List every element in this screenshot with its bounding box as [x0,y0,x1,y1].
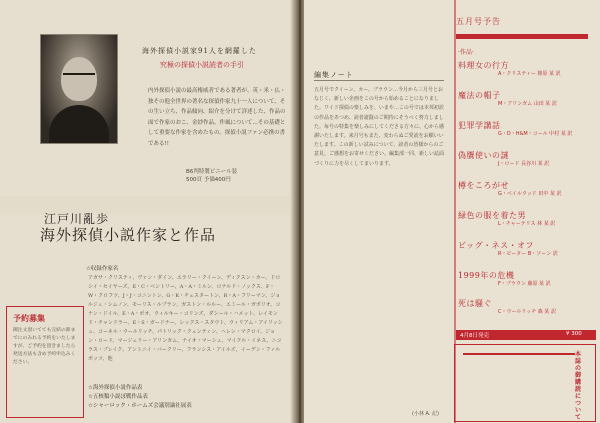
preview-item [458,120,594,138]
preview-item [458,90,594,108]
left-page [0,0,296,423]
preview-item-author: G・D・H&M・コール 中村 某 訳 [498,131,573,137]
ad-intro-text: 内外探偵小説の最高権威者である著者が、英・米・仏・独その他全世界の著名な探偵作家九十一人について、その生い立ち、作品傾向、紹介を分けて詳述した、作品の面で作家のおこ、金紗作品、作風について…その基礎として重要な作家を含めたもの。探偵小説ファン必携の書である!! [148,88,286,147]
release-date: 4月8日発売 [460,333,489,339]
preorder-text: 御注文頂いてても完結の節までにのみれる予約をいたしますが、ご予約を頂きましたら発送方法も含め予約申込みください。 [13,328,76,365]
works-label: ·作品· [458,49,474,56]
editor-note-text: 五月号でクイーン、カー、ブラウン…今月から三月号とおなじく、新しい企画をこの号から始めることになりました。ワイド探偵の楽しみを、いまや…この号では本邦初訳の作品をあつめ、読者諸賢のご期待にそうべく努力しました。毎号の特集を楽しみにしてくださる方々に、心から感謝いたします。来月号もまた、変わらぬご愛読をお願いいたします。この新しい試みについて、読者の皆様からのご意見、ご感想をお寄せください。編集部一同、新しい誌面づくりに力を尽くしてまいります。 [314,87,445,167]
book-title: 海外探偵小説作家と作品 [40,226,217,244]
bullet-item: ☆シャーロック・ホームズ会議別論社展表 [88,403,192,409]
preview-item [458,180,594,198]
issue-price: ¥ 300 [566,331,582,337]
preview-rule [456,34,588,39]
subscription-notice [454,344,596,422]
preview-item-title: 樽をころがせ [458,181,509,190]
preview-item-title: 死は騒ぐ [458,299,492,308]
preview-item-author: L・チャーテリス 林 某 訳 [498,221,556,227]
preview-item-author: R・ピーター B・ソーン 訳 [498,251,558,257]
preview-item-author: G・ベイルウッド 田中 某 訳 [498,191,562,197]
preorder-heading: 予約募集 [13,314,45,323]
release-bar [456,330,596,340]
preview-item-author: J・ロード 長谷川 某 訳 [498,161,550,167]
preview-item [458,150,594,168]
preview-item-title: 1999年の危機 [458,271,515,280]
preview-item [458,240,594,258]
ad-subheading: 究極の探偵小説読者の手引 [160,61,244,69]
editor-note-signature: (小林 A. 記) [412,411,440,417]
authors-heading: ☆収録作家名 [86,266,119,272]
contents-bullets [88,384,192,411]
right-page [304,0,600,423]
spec-pages-price: 500頁 予価400円 [186,177,231,183]
spec-binding: B6判特製ビニール装 [186,169,238,175]
preview-title: 五月号予告 [456,17,501,26]
notice-rule [463,353,575,355]
bullet-item: ☆海外探偵小説作品表 [88,385,143,391]
preorder-box [6,306,84,418]
preview-item-title: 犯罪学講話 [458,121,501,130]
author-portrait [40,34,118,144]
preview-item-title: 魔法の帽子 [458,91,501,100]
preview-item-title: 偽贋使いの謎 [458,151,509,160]
preview-item-title: 緑色の服を着た男 [458,211,526,220]
authors-list: アガサ・クリスティ、ヴァン・ダイン、エラリー・クイーン、ディクスン・カー、ドロシイ・セイヤーズ、E・C・ベントリー、A・A・ミルン、ロナルド・ノックス、F・W・クロフツ、J・J・コニントン、G・K・チェスタートン、R・A・フリーマン、ジョルジュ・シムノン、モーリス・ルブラン、ガストン・ルルー、エミール・ガボリオ、コナン・ドイル、E・A・ポオ、ウィルキー・コリンズ、ダシール・ハメット、レイモンド・チャンドラー、E・S・ガードナー、レックス・スタウト、ウィリアム・アイリッシュ、コーネル・ウールリッチ、パトリック・クェンティン、ヘレン・マクロイ、ジョン・ロード、マージェリー・アリンガム、ナイオ・マーシュ、マイクル・イネス、ニコラス・ブレイク、アントニイ・バークリー、フランシス・アイルズ、イーデン・フィルポッツ、他 [88,275,283,362]
book-spec [186,168,237,184]
notice-title: 本誌の御購読について [575,351,582,421]
bullet-item: ☆五核類小説ぼ戦作品表 [88,394,148,400]
preview-item [458,210,594,228]
editor-note-rule [314,80,444,81]
book-author: 江戸川亂歩 [44,212,110,226]
editor-note-title: 編集ノート [314,71,354,79]
preview-item [458,298,594,316]
preview-item-title: 料理女の行方 [458,61,509,70]
preview-item [458,270,594,288]
preview-item [458,60,594,78]
preview-item-author: A・クリスティー 篠原 某 訳 [498,71,561,77]
preview-item-author: M・アリンガム 山田 某 訳 [498,101,557,107]
preview-header [454,6,592,54]
ad-tagline: 海外探偵小説家91人を網羅した [142,47,257,55]
preview-item-author: C・ウールリッチ 森 某 訳 [498,309,556,315]
preview-item-author: F・ブラウン 藤原 某 訳 [498,281,551,287]
preview-item-title: ビッグ・ネス・オフ [458,241,534,250]
